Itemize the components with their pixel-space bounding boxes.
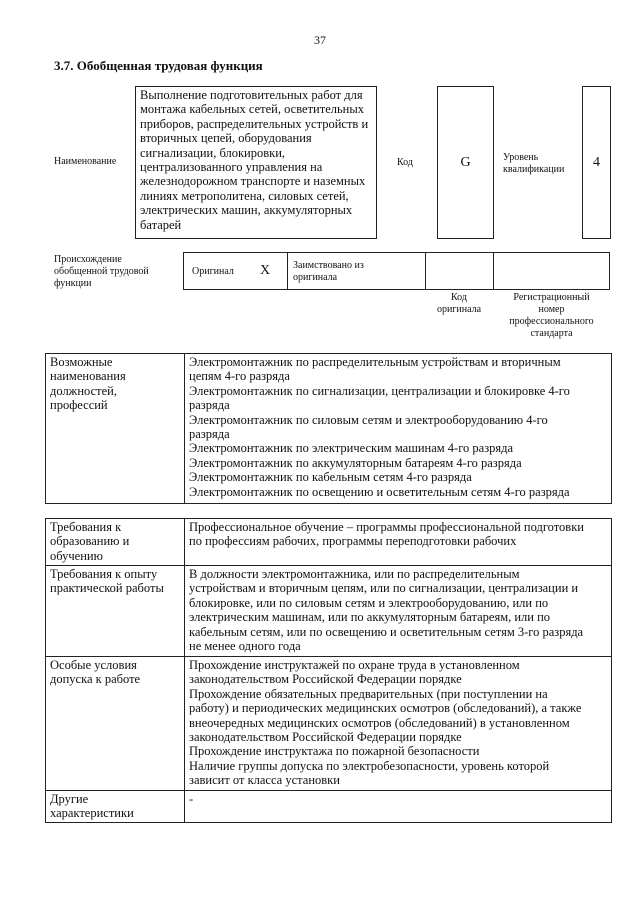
borrowed-label: Заимствовано из оригинала [293, 260, 364, 283]
position-line: Электромонтажник по электрическим машинам 4-го разряда [189, 441, 514, 456]
name-text [140, 88, 376, 232]
original-mark: X [260, 263, 271, 278]
education-label [46, 519, 185, 566]
code-value: G [460, 155, 471, 170]
level-label: Уровень квалификации [503, 152, 565, 175]
table-row [46, 566, 612, 657]
requirement-label-line: практической работы [50, 581, 164, 596]
requirement-text-line: не менее одного года [189, 639, 301, 654]
requirement-text-line: - [189, 792, 194, 806]
requirement-label-line: характеристики [50, 806, 134, 821]
original-label: Оригинал [192, 266, 234, 277]
requirement-text-line: по профессиям рабочих, программы переподготовки рабочих [189, 534, 517, 549]
education-text [185, 519, 612, 566]
origin-label: Происхождение обобщенной трудовой функции [54, 254, 149, 289]
requirement-label-line: допуска к работе [50, 672, 141, 687]
requirement-text-line: работу) и периодических медицинских осмотров (обследований), а также [189, 701, 582, 716]
requirement-text-line: законодательством Российской Федерации порядке [189, 730, 462, 745]
name-line: монтажа кабельных сетей, осветительных [140, 102, 365, 117]
other-characteristics-text [185, 791, 612, 823]
requirement-text-line: Прохождение обязательных предварительных (при поступлении на [189, 686, 548, 701]
requirement-text-line: В должности электромонтажника, или по распределительным [189, 567, 520, 581]
requirement-text-line: Профессиональное обучение – программы профессиональной подготовки [189, 520, 584, 534]
requirement-text-line: законодательством Российской Федерации порядке [189, 672, 462, 687]
name-line: линиях метрополитена, силовых сетей, [140, 188, 349, 203]
name-line: централизованного управления на [140, 160, 323, 175]
section-title: 3.7. Обобщенная трудовая функция [54, 58, 263, 73]
positions-label: Возможные наименования должностей, профессий [46, 354, 185, 504]
name-box [135, 86, 377, 239]
experience-label [46, 566, 185, 657]
table-row [46, 519, 612, 566]
requirement-label-line: обучению [50, 548, 103, 563]
table-row [46, 791, 612, 823]
requirement-text-line: Прохождение инструктажей по охране труда в установленном [189, 658, 520, 672]
requirement-text-line: электрическим машинам, или по аккумуляторным батареям, или по [189, 610, 551, 625]
page-number: 37 [314, 33, 326, 47]
positions-list [185, 354, 612, 504]
reg-number-caption: Регистрационный номер профессионального стандарта [509, 292, 594, 339]
special-conditions-label [46, 657, 185, 791]
special-conditions-text [185, 657, 612, 791]
position-line: Электромонтажник по освещению и осветительным сетям 4-го разряда [189, 484, 570, 499]
positions-table [45, 353, 612, 504]
requirement-text-line: Прохождение инструктажа по пожарной безопасности [189, 744, 480, 759]
level-box [582, 86, 611, 239]
level-value: 4 [593, 155, 600, 170]
name-line: Выполнение подготовительных работ для [140, 88, 363, 102]
requirement-text-line: внеочередных медицинских осмотров (обследований) в установленном [189, 715, 570, 730]
requirement-text-line: блокировке, или по силовым сетям и электрооборудованию, или по [189, 595, 549, 610]
position-line: Электромонтажник по сигнализации, централизации и блокировке 4-го [189, 383, 570, 398]
requirement-label-line: Требования к опыту [50, 567, 158, 581]
origin-row [183, 252, 610, 290]
name-line: сигнализации, блокировки, [140, 145, 286, 160]
code-box [437, 86, 494, 239]
code-label: Код [397, 157, 413, 168]
requirement-text-line: зависит от класса установки [189, 773, 340, 788]
position-line: разряда [189, 398, 230, 413]
position-line: Электромонтажник по аккумуляторным батареям 4-го разряда [189, 455, 522, 470]
code-original-caption: Код оригинала [436, 292, 482, 315]
requirement-text-line: Наличие группы допуска по электробезопасности, уровень которой [189, 758, 550, 773]
name-line: приборов, распределительных устройств и [140, 116, 369, 131]
requirement-text-line: кабельным сетям, или по освещению и осветительным сетям 3-го разряда [189, 624, 584, 639]
requirement-label-line: Особые условия [50, 658, 137, 672]
position-line: Электромонтажник по кабельным сетям 4-го разряда [189, 470, 472, 485]
requirement-label-line: Другие [50, 792, 89, 806]
name-label: Наименование [54, 156, 117, 167]
name-line: вторичных цепей, оборудования [140, 131, 312, 146]
position-line: Электромонтажник по распределительным устройствам и вторичным [189, 355, 561, 369]
requirement-label-line: Требования к [50, 520, 122, 534]
table-row [46, 657, 612, 791]
position-line: Электромонтажник по силовым сетям и электрооборудованию 4-го [189, 412, 548, 427]
name-line: батарей [140, 217, 182, 232]
other-characteristics-label [46, 791, 185, 823]
name-line: электрических машин, аккумуляторных [140, 203, 353, 218]
position-line: разряда [189, 427, 230, 442]
experience-text [185, 566, 612, 657]
requirement-text-line: устройствам и вторичным цепям, или по сигнализации, централизации и [189, 581, 579, 596]
requirements-table [45, 518, 612, 823]
table-row [46, 354, 612, 504]
requirement-label-line: образованию и [50, 534, 130, 549]
position-line: цепям 4-го разряда [189, 369, 290, 384]
name-line: железнодорожном транспорте и наземных [140, 174, 366, 189]
